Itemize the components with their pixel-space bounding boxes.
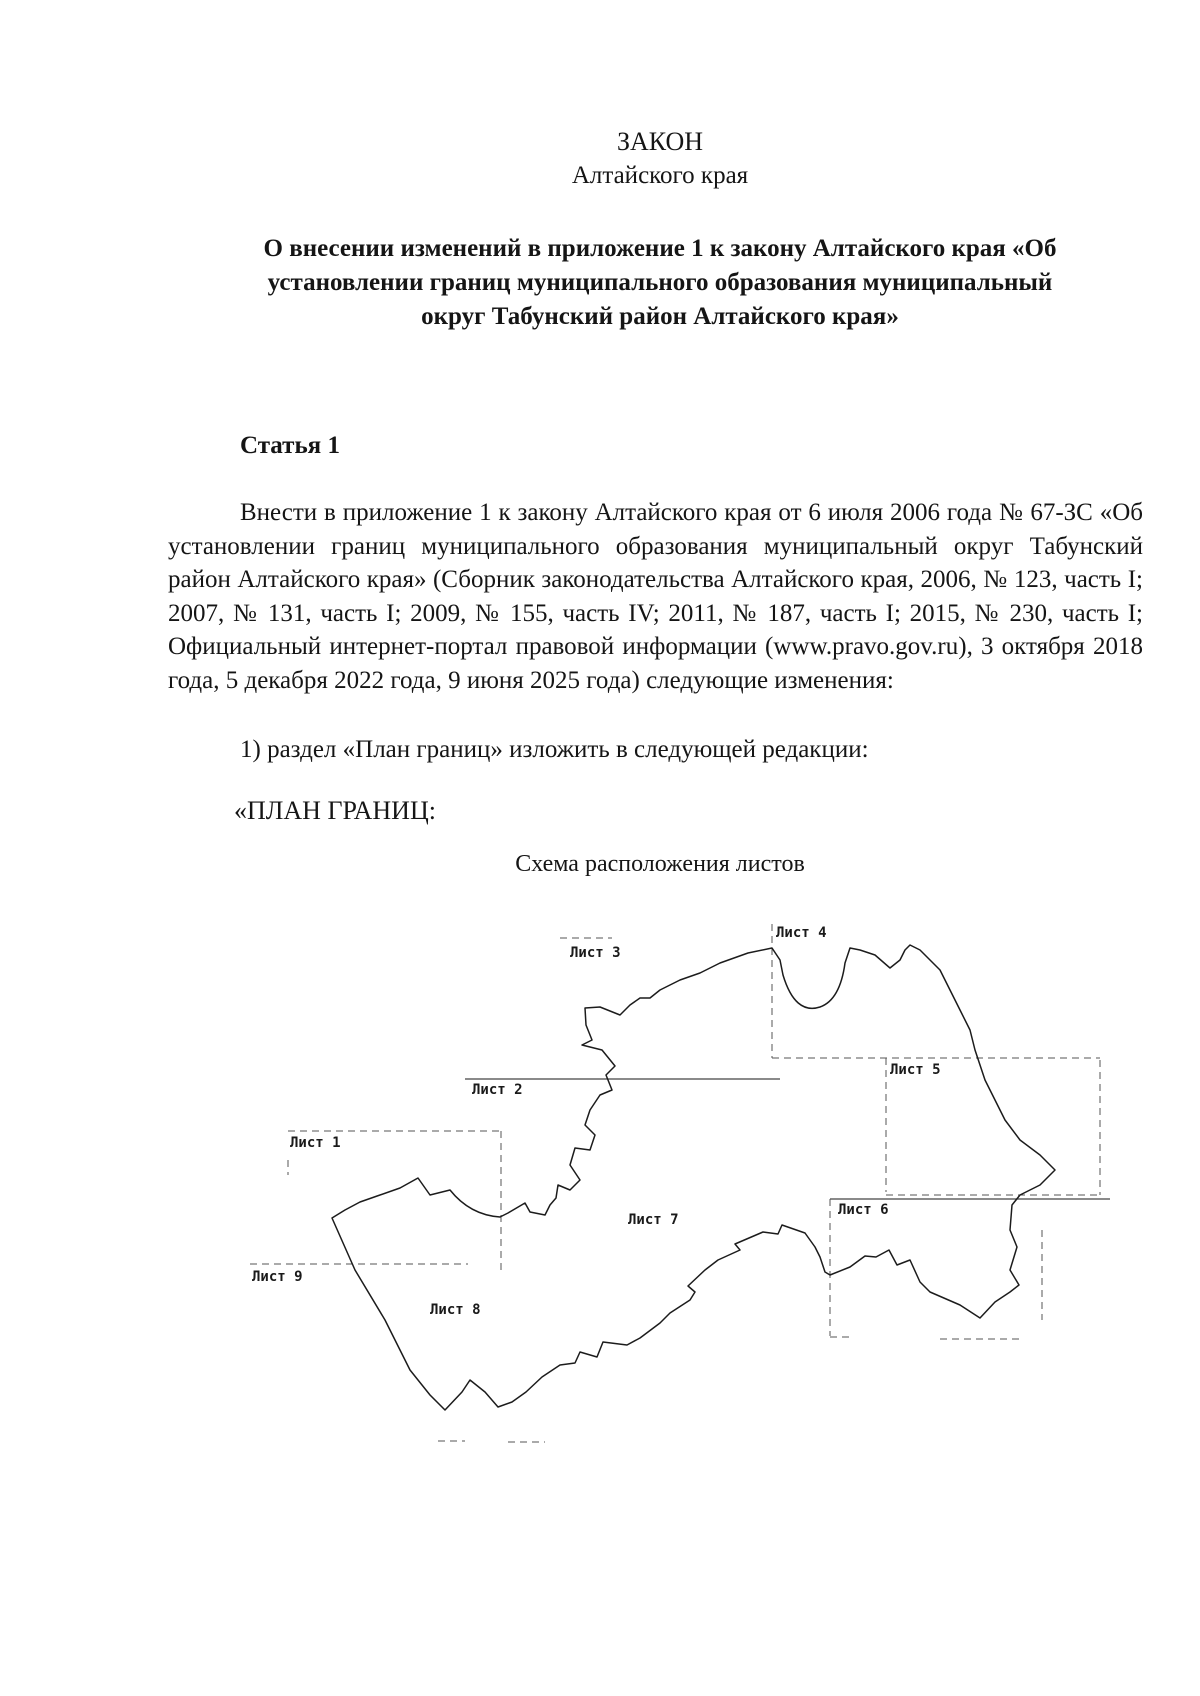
sheet-label-8: Лист 8 (430, 1302, 481, 1318)
district-boundary (332, 945, 1055, 1410)
article-heading: Статья 1 (240, 432, 340, 459)
law-region: Алтайского края (571, 162, 749, 189)
list-item-1: 1) раздел «План границ» изложить в следующей редакции: (240, 736, 869, 763)
sheet-label-5: Лист 5 (890, 1062, 941, 1078)
sheet-label-7: Лист 7 (628, 1212, 679, 1228)
sheet-label-2: Лист 2 (472, 1082, 523, 1098)
sheet-grid-lines (250, 924, 1110, 1442)
law-title: О внесении изменений в приложение 1 к закону Алтайского края «Об установлении границ муниципального образования муниципальный округ Табунский район Алтайского края» (263, 235, 1057, 330)
plan-heading: «ПЛАН ГРАНИЦ: (234, 796, 436, 825)
sheet-label-9: Лист 9 (252, 1269, 303, 1285)
article-paragraph: Внести в приложение 1 к закону Алтайского края от 6 июля 2006 года № 67-ЗС «Об установлении границ муниципального образования муниципальный округ Табунский район Алтайского края» (Сборник законодательства Алтайского края, 2006, № 123, часть I; 2007, № 131, часть I; 2009, № 155, часть IV; 2011, № 187, часть I; 2015, № 230, часть I; Официальный интернет-портал правовой информации (www.pravo.gov.ru), 3 октября 2018 года, 5 декабря 2022 года, 9 июня 2025 года) следующие изменения: (168, 499, 1143, 694)
sheet-label-1: Лист 1 (290, 1135, 341, 1151)
sheet-label-6: Лист 6 (838, 1202, 889, 1218)
sheet-label-3: Лист 3 (570, 945, 621, 961)
law-type: ЗАКОН (616, 127, 704, 156)
sheet-label-4: Лист 4 (776, 925, 827, 941)
scheme-caption: Схема расположения листов (515, 851, 805, 877)
